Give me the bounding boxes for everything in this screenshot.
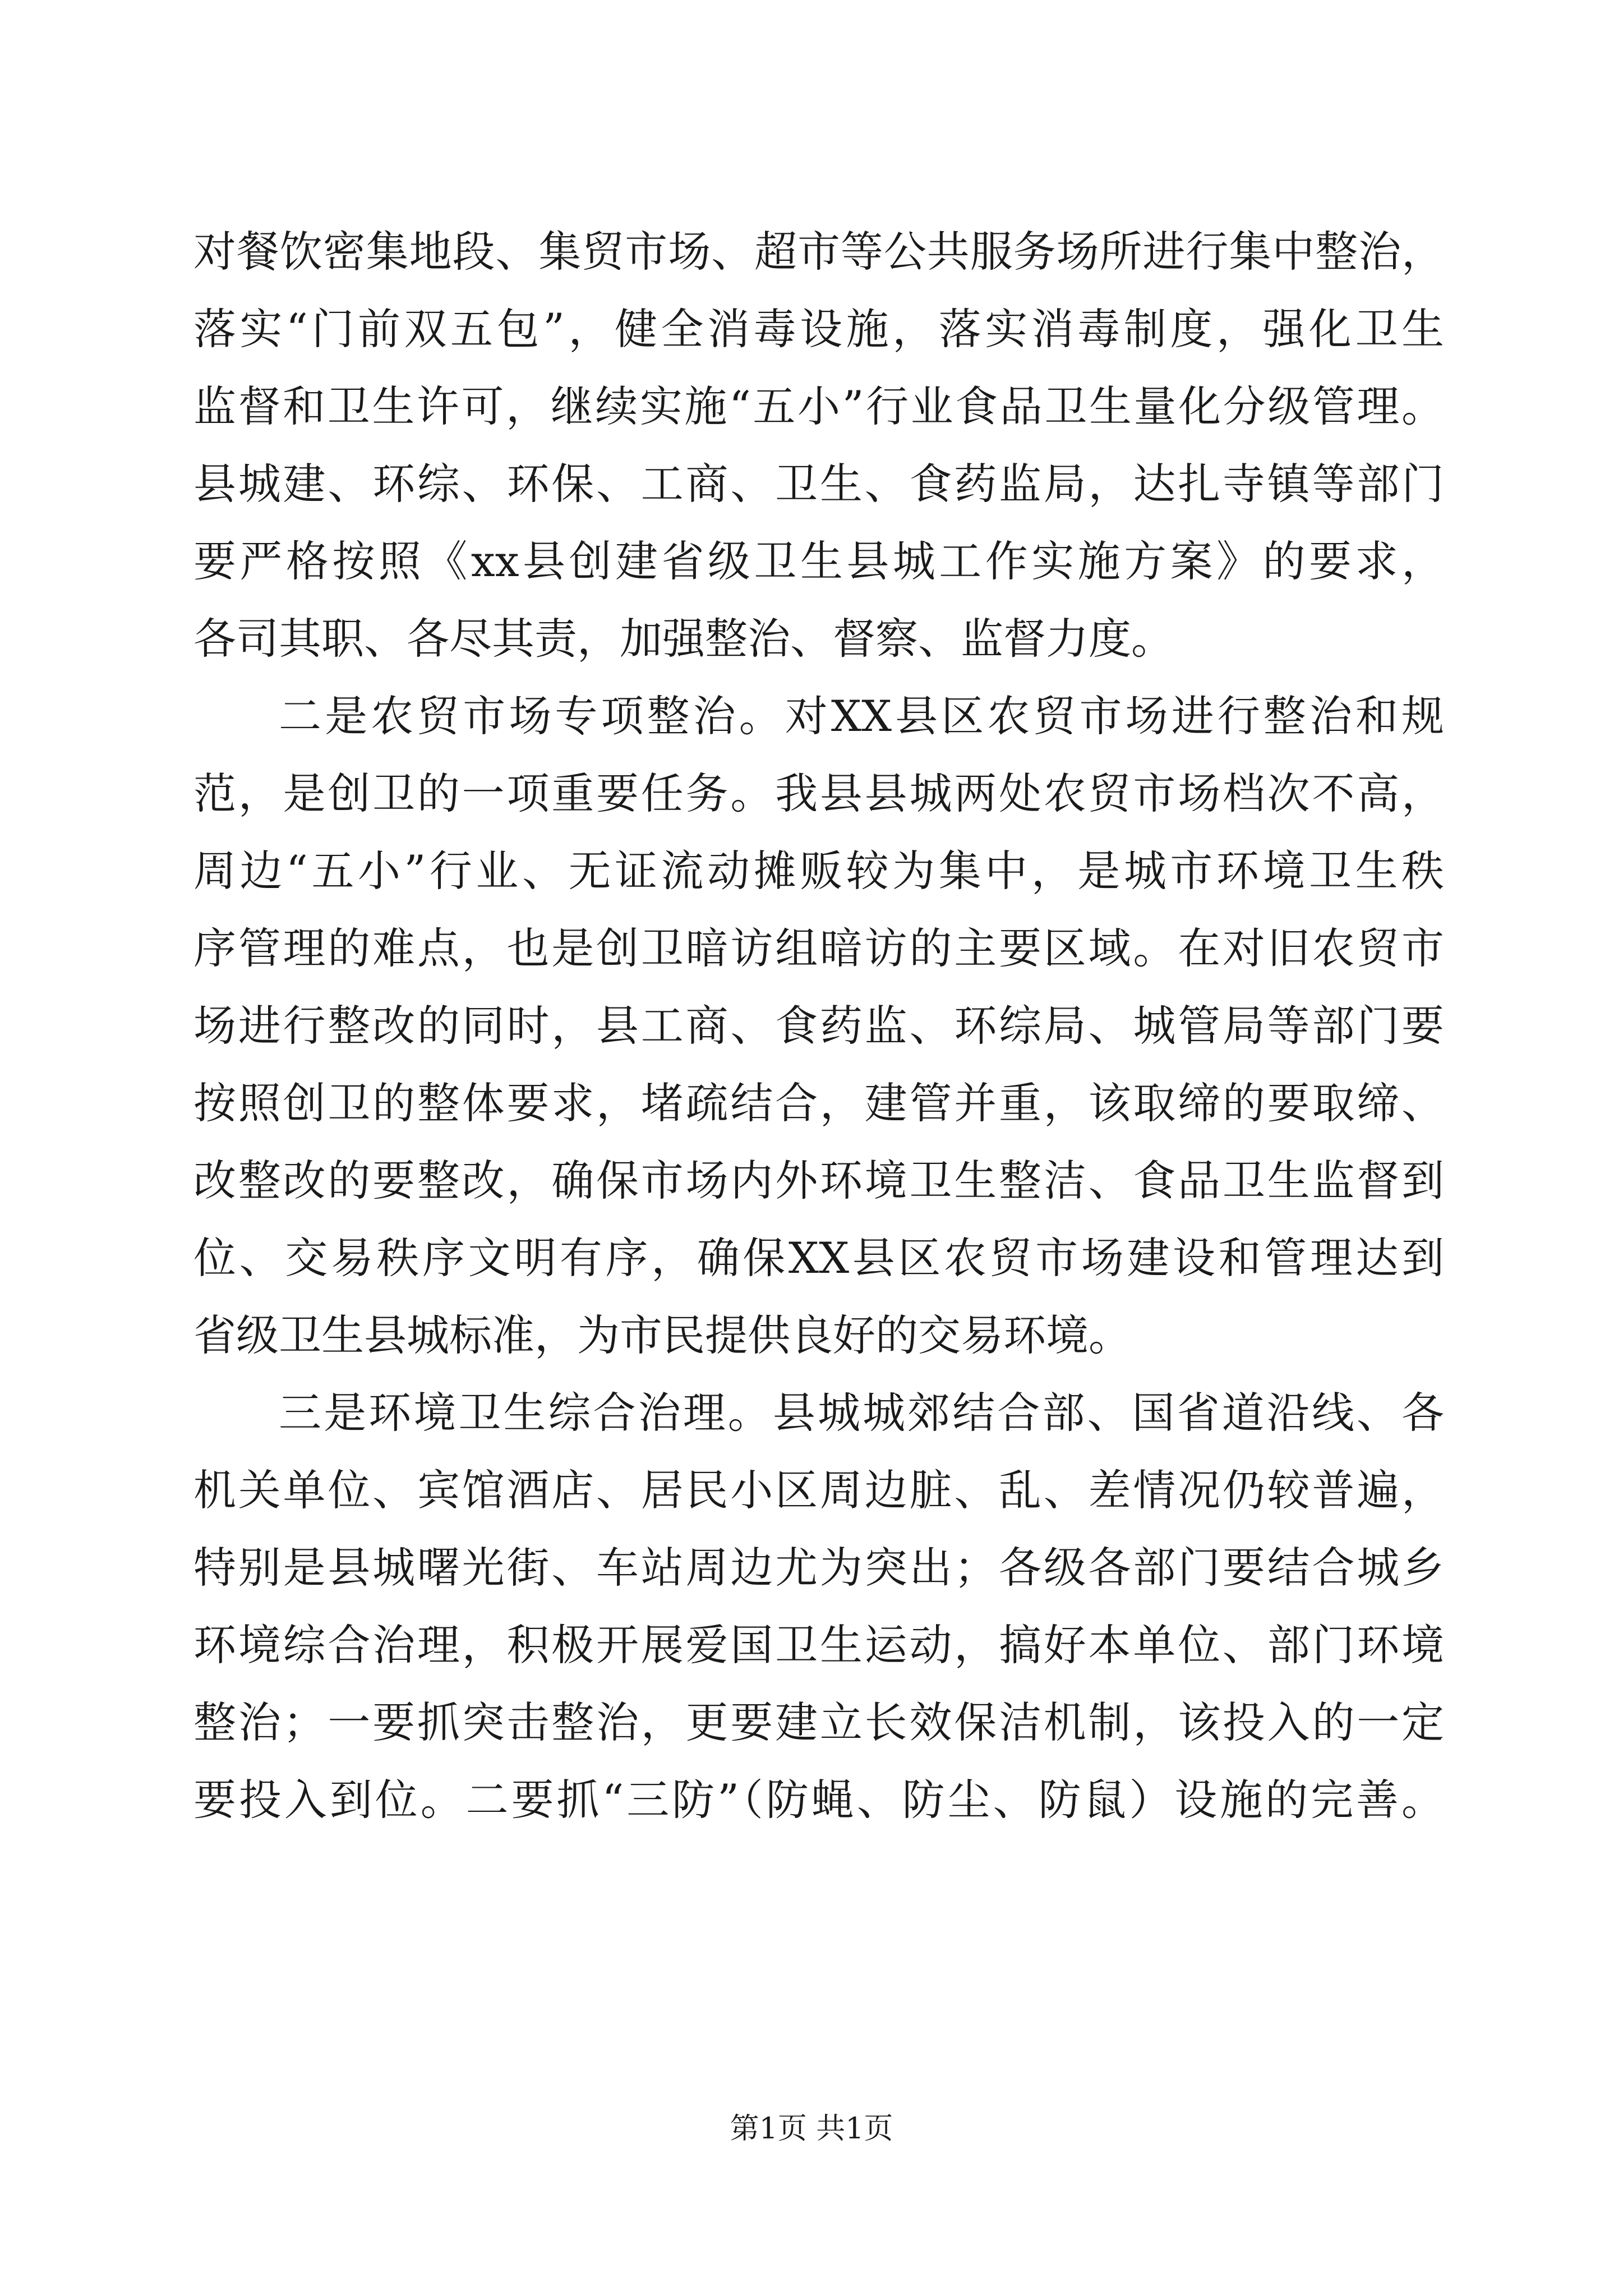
text-line: 要严格按照《xx县创建省级卫生县城工作实施方案》的要求，: [193, 536, 1444, 586]
text-line: 整治；一要抓突击整治，更要建立长效保洁机制，该投入的一定: [193, 1697, 1444, 1747]
document-body: [193, 213, 1444, 1839]
text-line: 县城建、环综、环保、工商、卫生、食药监局，达扎寺镇等部门: [193, 459, 1444, 509]
text-line: 各司其职、各尽其责，加强整治、督察、监督力度。: [193, 614, 1174, 664]
text-line: 对餐饮密集地段、集贸市场、超市等公共服务场所进行集中整治，: [193, 227, 1444, 277]
page-footer: 第1页 共1页: [730, 2112, 893, 2146]
paragraph-first-line: 三是环境卫生综合治理。县城城郊结合部、国省道沿线、各: [279, 1388, 1444, 1438]
text-line: 省级卫生县城标准，为市民提供良好的交易环境。: [193, 1310, 1131, 1360]
text-line: 落实“门前双五包”，健全消毒设施，落实消毒制度，强化卫生: [193, 304, 1444, 354]
text-line: 场进行整改的同时，县工商、食药监、环综局、城管局等部门要: [193, 1001, 1444, 1051]
text-line: 改整改的要整改，确保市场内外环境卫生整洁、食品卫生监督到: [193, 1156, 1444, 1205]
text-line: 要投入到位。二要抓“三防”（防蝇、防尘、防鼠）设施的完善。: [193, 1775, 1444, 1825]
text-line: 序管理的难点，也是创卫暗访组暗访的主要区域。在对旧农贸市: [193, 923, 1444, 973]
text-line: 机关单位、宾馆酒店、居民小区周边脏、乱、差情况仍较普遍，: [193, 1465, 1444, 1515]
text-line: 特别是县城曙光街、车站周边尤为突出；各级各部门要结合城乡: [193, 1543, 1444, 1593]
text-line: 周边“五小”行业、无证流动摊贩较为集中，是城市环境卫生秩: [193, 846, 1444, 896]
text-line: 范，是创卫的一项重要任务。我县县城两处农贸市场档次不高，: [193, 769, 1444, 818]
text-line: 位、交易秩序文明有序，确保XX县区农贸市场建设和管理达到: [193, 1233, 1444, 1283]
paragraph-first-line: 二是农贸市场专项整治。对XX县区农贸市场进行整治和规: [279, 691, 1444, 741]
text-line: 按照创卫的整体要求，堵疏结合，建管并重，该取缔的要取缔、: [193, 1078, 1444, 1128]
text-line: 监督和卫生许可，继续实施“五小”行业食品卫生量化分级管理。: [193, 381, 1444, 431]
text-line: 环境综合治理，积极开展爱国卫生运动，搞好本单位、部门环境: [193, 1620, 1444, 1670]
